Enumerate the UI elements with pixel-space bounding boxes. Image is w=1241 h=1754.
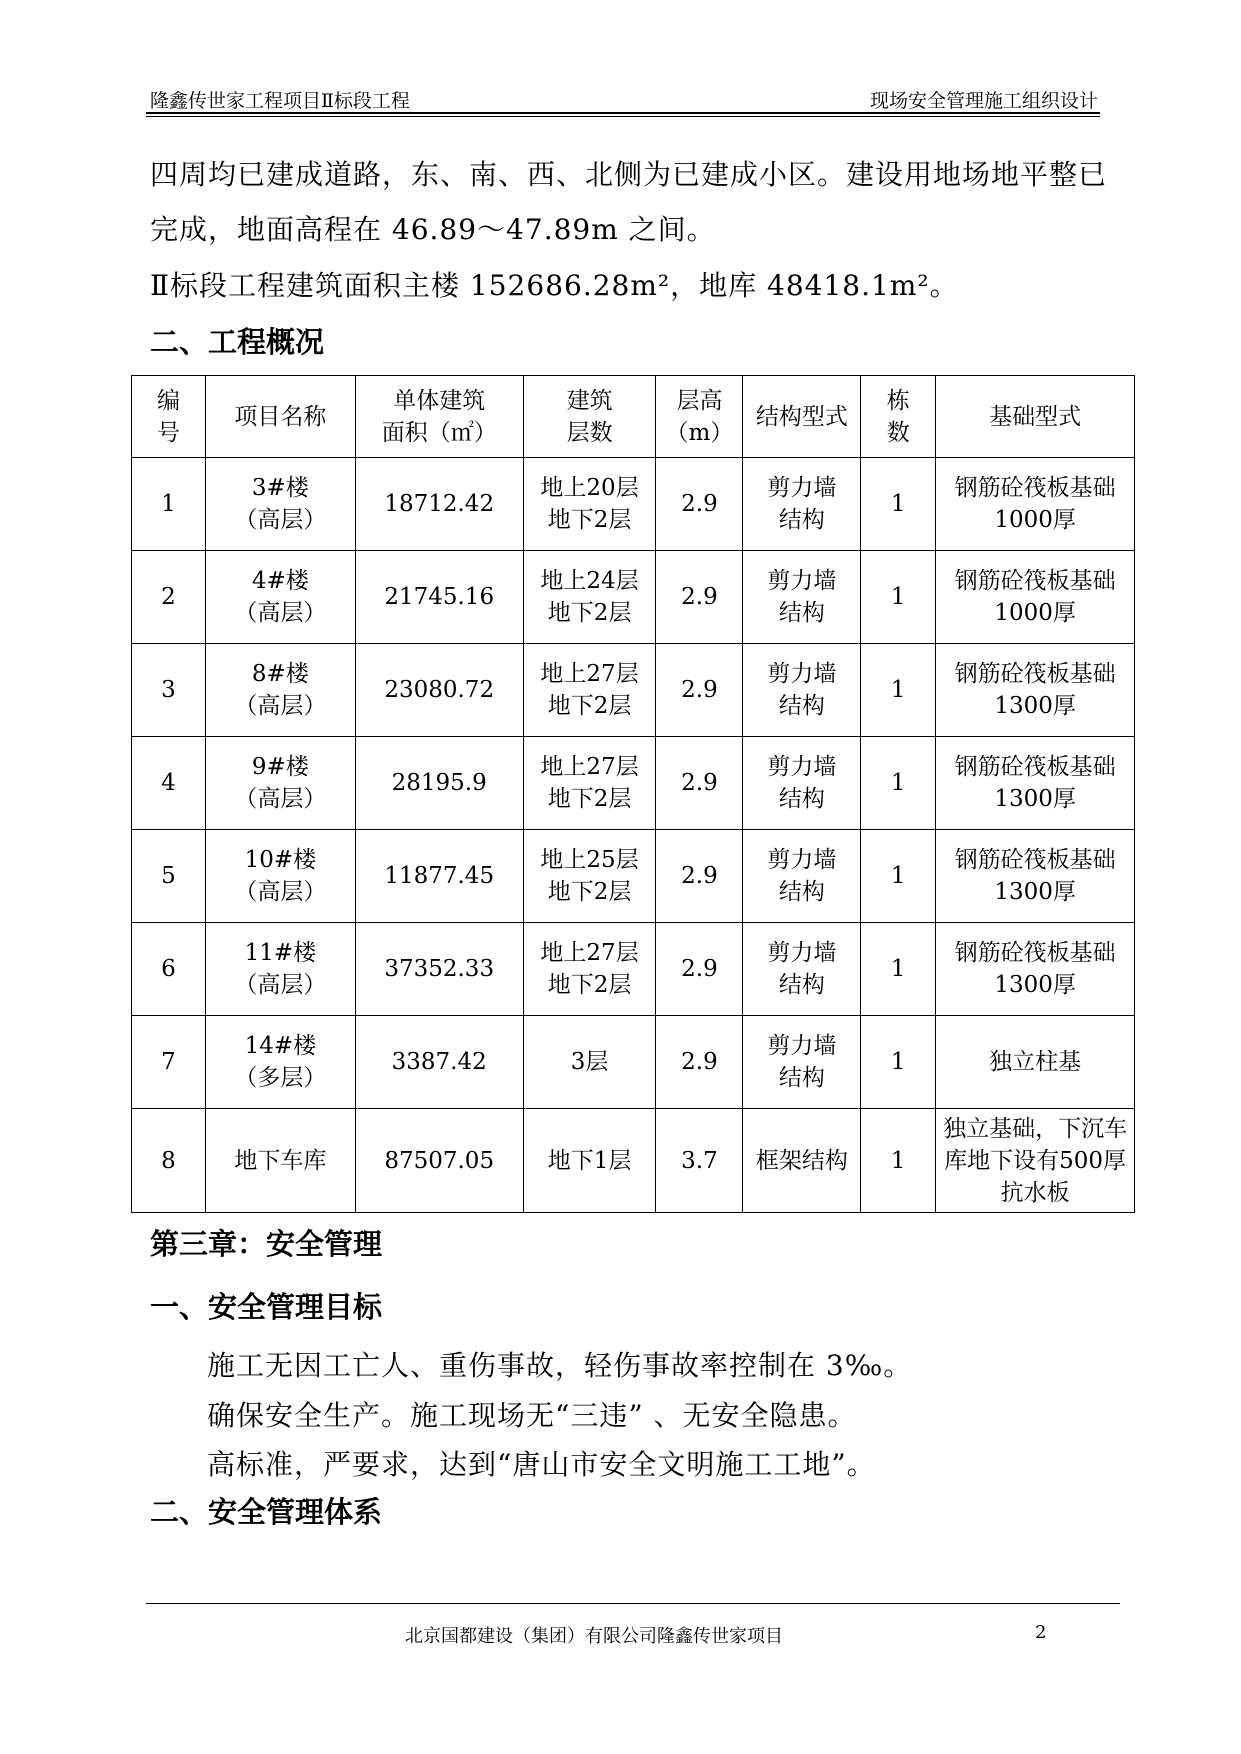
cell-line: 地上25层 (540, 847, 639, 873)
cell-foundation (936, 551, 1135, 644)
cell-floors (523, 923, 656, 1016)
cell-line: （高层） (234, 600, 327, 626)
header-line: 栋 (886, 387, 910, 414)
header-rule (146, 112, 1100, 114)
cell-line: 地下2层 (547, 600, 632, 626)
cell-area: 87507.05 (355, 1109, 523, 1213)
header-line: 基础型式 (989, 403, 1082, 430)
intro-line-1: 四周均已建成道路，东、南、西、北侧为已建成小区。建设用地场地平整已 (150, 158, 1108, 191)
cell-structure (743, 551, 861, 644)
cell-floors (523, 644, 656, 737)
cell-line: （多层） (234, 1065, 327, 1091)
chapter-3-heading: 第三章：安全管理 (150, 1227, 383, 1261)
cell-count: 1 (861, 830, 936, 923)
cell-floors (523, 551, 656, 644)
cell-no: 7 (132, 1016, 206, 1109)
cell-line: 地下1层 (547, 1147, 632, 1174)
goal-line-2: 确保安全生产。施工现场无“三违” 、无安全隐患。 (207, 1399, 857, 1432)
cell-no: 5 (132, 830, 206, 923)
cell-height: 2.9 (656, 1016, 743, 1109)
cell-area: 28195.9 (355, 737, 523, 830)
cell-floors (523, 1109, 656, 1213)
cell-count: 1 (861, 923, 936, 1016)
cell-line: 钢筋砼筏板基础 (954, 568, 1116, 594)
cell-foundation (936, 458, 1135, 551)
cell-no: 4 (132, 737, 206, 830)
cell-line: 框架结构 (755, 1147, 848, 1174)
cell-count: 1 (861, 458, 936, 551)
cell-line: 地下2层 (547, 879, 632, 905)
footer-rule (146, 1603, 1120, 1604)
cell-height: 2.9 (656, 551, 743, 644)
cell-line: （高层） (234, 972, 327, 998)
cell-line: 3层 (570, 1049, 609, 1075)
section-system-heading: 二、安全管理体系 (150, 1495, 383, 1529)
cell-line: 地下2层 (547, 693, 632, 719)
table-row (132, 644, 1135, 737)
cell-line: 剪力墙 (767, 754, 837, 780)
cell-line: 地下2层 (547, 507, 632, 533)
table-row (132, 458, 1135, 551)
header-left: 隆鑫传世家工程项目Ⅱ标段工程 (150, 90, 410, 112)
cell-height: 2.9 (656, 458, 743, 551)
cell-no: 6 (132, 923, 206, 1016)
header-rule-thin (146, 116, 1100, 117)
cell-line: 结构 (778, 507, 825, 533)
table-header-col-name (205, 376, 355, 458)
cell-line: 结构 (778, 600, 825, 626)
cell-line: 地上24层 (540, 568, 639, 594)
table-row (132, 737, 1135, 830)
cell-floors (523, 458, 656, 551)
cell-line: 钢筋砼筏板基础 (954, 475, 1116, 501)
cell-line: 库地下设有500厚 (944, 1147, 1127, 1174)
cell-line: 地上27层 (540, 661, 639, 687)
cell-line: 14#楼 (244, 1033, 317, 1059)
cell-line: 10#楼 (244, 847, 317, 873)
table-header-col-height (656, 376, 743, 458)
cell-count: 1 (861, 737, 936, 830)
cell-area: 21745.16 (355, 551, 523, 644)
cell-foundation (936, 923, 1135, 1016)
cell-no: 1 (132, 458, 206, 551)
cell-name (205, 1109, 355, 1213)
cell-line: 独立基础，下沉车 (943, 1115, 1128, 1142)
cell-name (205, 458, 355, 551)
cell-floors (523, 1016, 656, 1109)
cell-name (205, 737, 355, 830)
cell-line: （高层） (234, 507, 327, 533)
cell-line: 结构 (778, 786, 825, 812)
cell-line: 4#楼 (251, 568, 309, 594)
cell-no: 8 (132, 1109, 206, 1213)
cell-name (205, 923, 355, 1016)
cell-structure (743, 737, 861, 830)
cell-count: 1 (861, 1016, 936, 1109)
cell-line: 3#楼 (251, 475, 309, 501)
cell-line: 剪力墙 (767, 475, 837, 501)
header-line: 数 (886, 419, 910, 446)
cell-area: 3387.42 (355, 1016, 523, 1109)
cell-structure (743, 1109, 861, 1213)
table-row (132, 1016, 1135, 1109)
cell-line: 独立柱基 (989, 1049, 1082, 1075)
cell-line: 剪力墙 (767, 1033, 837, 1059)
cell-no: 3 (132, 644, 206, 737)
cell-area: 11877.45 (355, 830, 523, 923)
cell-name (205, 551, 355, 644)
header-line: 层高 (676, 387, 723, 414)
header-right: 现场安全管理施工组织设计 (870, 90, 1099, 112)
table-header-col-no (132, 376, 206, 458)
cell-no: 2 (132, 551, 206, 644)
cell-line: 结构 (778, 1065, 825, 1091)
cell-height: 2.9 (656, 830, 743, 923)
header-line: 结构型式 (755, 403, 848, 430)
intro-line-3: Ⅱ标段工程建筑面积主楼 152686.28m²，地库 48418.1m²。 (150, 269, 959, 302)
table-header-col-foundation (936, 376, 1135, 458)
cell-line: 剪力墙 (767, 847, 837, 873)
cell-floors (523, 737, 656, 830)
header-line: （m） (665, 419, 734, 446)
cell-structure (743, 830, 861, 923)
cell-foundation (936, 1016, 1135, 1109)
cell-line: 1000厚 (994, 507, 1076, 533)
cell-line: 8#楼 (251, 661, 309, 687)
cell-floors (523, 830, 656, 923)
cell-line: 剪力墙 (767, 661, 837, 687)
table-row (132, 923, 1135, 1016)
cell-area: 23080.72 (355, 644, 523, 737)
cell-count: 1 (861, 644, 936, 737)
table-header-col-structure (743, 376, 861, 458)
table-header-col-count (861, 376, 936, 458)
footer-text: 北京国都建设（集团）有限公司隆鑫传世家项目 (405, 1626, 783, 1647)
cell-line: 1300厚 (994, 879, 1076, 905)
project-overview-table (131, 375, 1135, 1213)
cell-line: 地上27层 (540, 754, 639, 780)
cell-line: 地下2层 (547, 972, 632, 998)
cell-height: 3.7 (656, 1109, 743, 1213)
cell-line: 11#楼 (244, 940, 317, 966)
cell-structure (743, 644, 861, 737)
cell-name (205, 644, 355, 737)
cell-structure (743, 458, 861, 551)
cell-area: 18712.42 (355, 458, 523, 551)
table-header-col-floors (523, 376, 656, 458)
header-line: 面积（㎡） (381, 419, 497, 446)
cell-line: 剪力墙 (767, 940, 837, 966)
table-header-row (132, 376, 1135, 458)
cell-line: 1300厚 (994, 972, 1076, 998)
header-line: 建筑 (566, 387, 613, 414)
cell-foundation (936, 644, 1135, 737)
cell-line: 结构 (778, 879, 825, 905)
table-row (132, 551, 1135, 644)
cell-count: 1 (861, 551, 936, 644)
cell-height: 2.9 (656, 644, 743, 737)
cell-foundation (936, 1109, 1135, 1213)
cell-line: （高层） (234, 879, 327, 905)
cell-line: 钢筋砼筏板基础 (954, 754, 1116, 780)
cell-count: 1 (861, 1109, 936, 1213)
cell-name (205, 830, 355, 923)
cell-line: 钢筋砼筏板基础 (954, 661, 1116, 687)
header-line: 编 (156, 387, 180, 414)
cell-name (205, 1016, 355, 1109)
cell-line: 剪力墙 (767, 568, 837, 594)
goal-line-3: 高标准，严要求，达到“唐山市安全文明施工工地”。 (207, 1448, 876, 1481)
header-line: 层数 (566, 419, 613, 446)
cell-structure (743, 923, 861, 1016)
cell-area: 37352.33 (355, 923, 523, 1016)
header-line: 项目名称 (234, 403, 327, 430)
cell-line: 结构 (778, 972, 825, 998)
cell-line: 钢筋砼筏板基础 (954, 847, 1116, 873)
page-number: 2 (1035, 1622, 1047, 1643)
goal-line-1: 施工无因工亡人、重伤事故，轻伤事故率控制在 3‰。 (207, 1349, 913, 1382)
cell-foundation (936, 830, 1135, 923)
intro-line-2: 完成，地面高程在 46.89～47.89m 之间。 (150, 213, 716, 246)
table-row (132, 830, 1135, 923)
cell-line: 1000厚 (994, 600, 1076, 626)
header-line: 号 (156, 419, 180, 446)
cell-height: 2.9 (656, 737, 743, 830)
cell-line: 地下2层 (547, 786, 632, 812)
cell-line: 地上27层 (540, 940, 639, 966)
cell-line: 1300厚 (994, 693, 1076, 719)
table-row (132, 1109, 1135, 1213)
cell-line: 地下车库 (234, 1147, 327, 1174)
cell-height: 2.9 (656, 923, 743, 1016)
section-goal-heading: 一、安全管理目标 (150, 1290, 383, 1324)
cell-line: 地上20层 (540, 475, 639, 501)
table-header-col-area (355, 376, 523, 458)
cell-line: 抗水板 (1000, 1179, 1070, 1206)
cell-line: 钢筋砼筏板基础 (954, 940, 1116, 966)
section-overview-heading: 二、工程概况 (150, 325, 325, 359)
cell-structure (743, 1016, 861, 1109)
cell-line: （高层） (234, 693, 327, 719)
cell-foundation (936, 737, 1135, 830)
cell-line: 9#楼 (251, 754, 309, 780)
cell-line: 1300厚 (994, 786, 1076, 812)
header-line: 单体建筑 (393, 387, 486, 414)
cell-line: （高层） (234, 786, 327, 812)
cell-line: 结构 (778, 693, 825, 719)
